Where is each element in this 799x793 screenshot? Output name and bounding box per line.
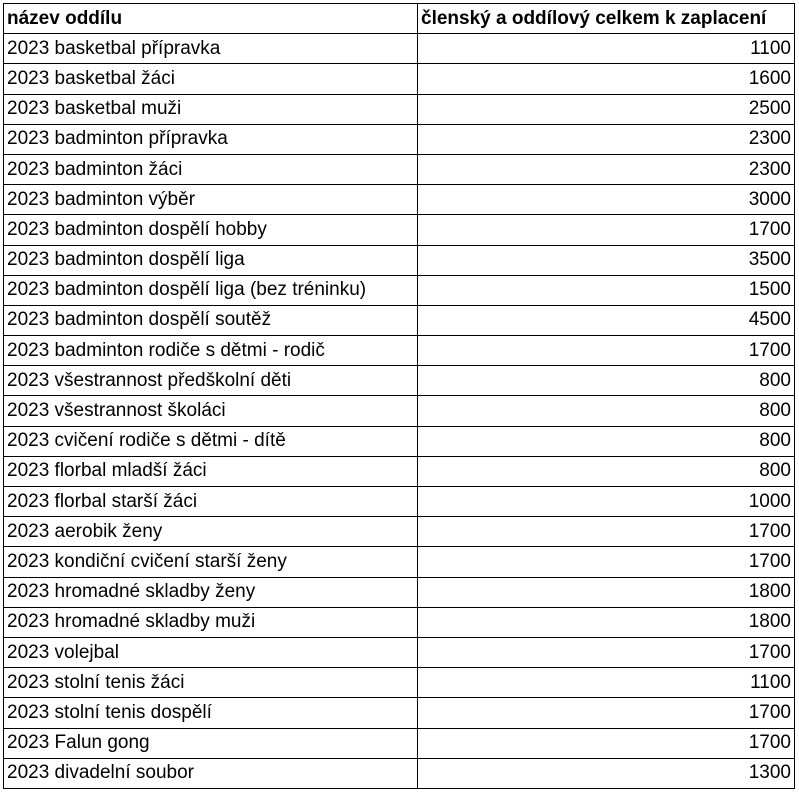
fee-amount-cell: 1700 (418, 336, 795, 366)
table-row (4, 245, 795, 275)
section-name-cell: 2023 badminton dospělí liga (4, 245, 418, 275)
table-body (4, 34, 795, 789)
table-row (4, 607, 795, 637)
section-name-cell: 2023 badminton rodiče s dětmi - rodič (4, 336, 418, 366)
section-name-cell: 2023 badminton dospělí liga (bez tréninku) (4, 275, 418, 305)
section-name-cell: 2023 badminton dospělí soutěž (4, 305, 418, 335)
table-row (4, 275, 795, 305)
table-row (4, 426, 795, 456)
section-name-cell: 2023 aerobik ženy (4, 517, 418, 547)
section-name-cell: 2023 stolní tenis žáci (4, 668, 418, 698)
table-row (4, 185, 795, 215)
section-name-cell: 2023 basketbal přípravka (4, 34, 418, 64)
table-row (4, 456, 795, 486)
fee-amount-cell: 1700 (418, 698, 795, 728)
fee-amount-cell: 800 (418, 396, 795, 426)
section-name-cell: 2023 basketbal žáci (4, 64, 418, 94)
fee-amount-cell: 2300 (418, 154, 795, 184)
fee-amount-cell: 1700 (418, 637, 795, 667)
table-row (4, 124, 795, 154)
fee-amount-cell: 1100 (418, 34, 795, 64)
section-name-cell: 2023 basketbal muži (4, 94, 418, 124)
section-name-cell: 2023 cvičení rodiče s dětmi - dítě (4, 426, 418, 456)
fee-amount-cell: 3500 (418, 245, 795, 275)
section-name-cell: 2023 volejbal (4, 637, 418, 667)
table-row (4, 94, 795, 124)
table-row (4, 366, 795, 396)
fee-amount-cell: 800 (418, 366, 795, 396)
section-name-cell: 2023 hromadné skladby muži (4, 607, 418, 637)
table-row (4, 547, 795, 577)
fee-amount-cell: 800 (418, 426, 795, 456)
table-row (4, 64, 795, 94)
section-name-cell: 2023 badminton výběr (4, 185, 418, 215)
table-row (4, 577, 795, 607)
fee-amount-cell: 1700 (418, 547, 795, 577)
table-row (4, 728, 795, 758)
table-row (4, 758, 795, 788)
table-row (4, 154, 795, 184)
fee-amount-cell: 1700 (418, 517, 795, 547)
table-row (4, 34, 795, 64)
column-header-name: název oddílu (4, 4, 418, 34)
section-name-cell: 2023 divadelní soubor (4, 758, 418, 788)
fee-amount-cell: 1000 (418, 487, 795, 517)
section-name-cell: 2023 stolní tenis dospělí (4, 698, 418, 728)
section-name-cell: 2023 hromadné skladby ženy (4, 577, 418, 607)
fee-amount-cell: 1700 (418, 728, 795, 758)
table-row (4, 698, 795, 728)
section-name-cell: 2023 kondiční cvičení starší ženy (4, 547, 418, 577)
section-name-cell: 2023 všestrannost školáci (4, 396, 418, 426)
section-name-cell: 2023 florbal starší žáci (4, 487, 418, 517)
fee-amount-cell: 1300 (418, 758, 795, 788)
fee-amount-cell: 1600 (418, 64, 795, 94)
table-row (4, 517, 795, 547)
table-row (4, 487, 795, 517)
table-row (4, 215, 795, 245)
table-row (4, 305, 795, 335)
fee-amount-cell: 2300 (418, 124, 795, 154)
table-row (4, 637, 795, 667)
section-name-cell: 2023 všestrannost předškolní děti (4, 366, 418, 396)
fee-amount-cell: 1800 (418, 607, 795, 637)
section-name-cell: 2023 florbal mladší žáci (4, 456, 418, 486)
fee-amount-cell: 2500 (418, 94, 795, 124)
section-name-cell: 2023 badminton žáci (4, 154, 418, 184)
section-name-cell: 2023 Falun gong (4, 728, 418, 758)
fee-amount-cell: 1500 (418, 275, 795, 305)
fee-amount-cell: 4500 (418, 305, 795, 335)
fee-table (3, 3, 795, 789)
header-row (4, 4, 795, 34)
fee-amount-cell: 1100 (418, 668, 795, 698)
fee-amount-cell: 1800 (418, 577, 795, 607)
section-name-cell: 2023 badminton dospělí hobby (4, 215, 418, 245)
column-header-amount: členský a oddílový celkem k zaplacení (418, 4, 795, 34)
section-name-cell: 2023 badminton přípravka (4, 124, 418, 154)
table-row (4, 668, 795, 698)
fee-amount-cell: 1700 (418, 215, 795, 245)
table-row (4, 336, 795, 366)
fee-amount-cell: 3000 (418, 185, 795, 215)
fee-amount-cell: 800 (418, 456, 795, 486)
table-row (4, 396, 795, 426)
